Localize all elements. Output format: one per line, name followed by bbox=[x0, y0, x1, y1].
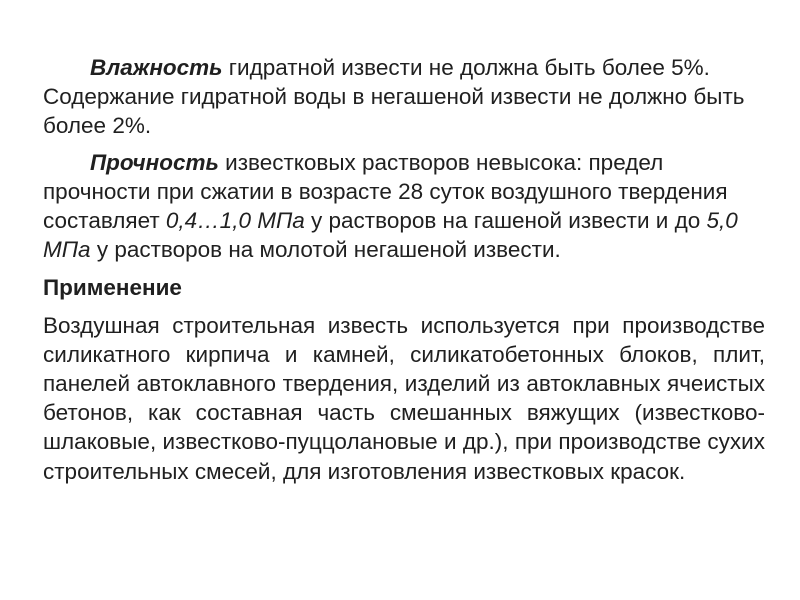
term-humidity: Влажность bbox=[90, 55, 223, 80]
strength-text-c: у растворов на молотой негашеной извести. bbox=[90, 237, 561, 263]
humidity-text: гидратной извести не должна быть более 5%. Содержание гидратной воды в негашеной извести не должно быть более 2%. bbox=[43, 55, 745, 139]
strength-value-b: 5,0 МПа bbox=[43, 208, 738, 263]
section-body: Воздушная строительная известь используется при производстве силикатного кирпича и камней, силикатобетонных блоков, плит, панелей автоклавного твердения, изделий из автоклавных ячеистых бетонов, как составная часть смешанных вяжущих (известково-шлаковые, известково-пуццолановые и др.), при производстве сухих строительных смесей, для изготовления известковых красок. bbox=[43, 312, 765, 484]
strength-text-b: у растворов на гашеной извести и до bbox=[304, 208, 707, 234]
strength-value-a: 0,4…1,0 МПа bbox=[165, 208, 305, 234]
paragraph-strength bbox=[43, 148, 765, 265]
strength-text-a: известковых растворов невысока: предел прочности при сжатии в возрасте 28 суток воздушного твердения составляет bbox=[43, 149, 728, 234]
section-heading: Применение bbox=[43, 275, 182, 301]
slide-content bbox=[43, 53, 765, 486]
term-strength: Прочность bbox=[90, 149, 219, 175]
paragraph-humidity bbox=[43, 53, 765, 141]
